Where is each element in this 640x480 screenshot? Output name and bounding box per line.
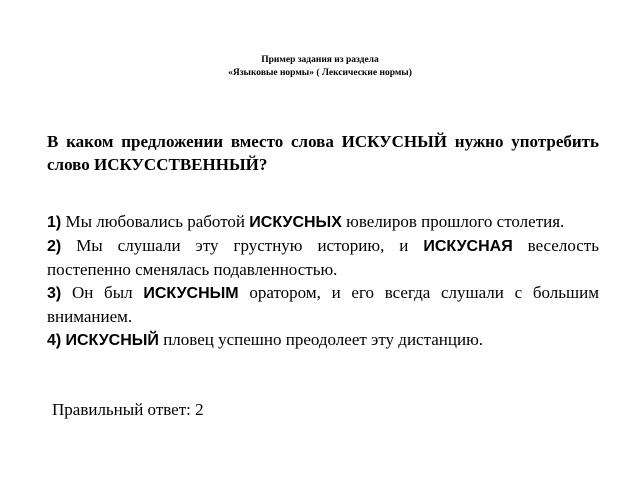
option-text-after: ювелиров прошлого столетия. [341, 212, 565, 231]
option-text-after: веселость постепенно сменялась подавленностью. [47, 236, 599, 279]
question-text: В каком предложении вместо слова ИСКУСНЫЙ нужно употребить слово ИСКУССТВЕННЫЙ? [47, 132, 599, 174]
option-keyword: ИСКУСНЫЙ [65, 332, 159, 349]
option-text-before: Мы слушали эту грустную историю, и [61, 236, 424, 255]
option-text-before: Мы любовались работой [61, 212, 250, 231]
option-text-before: Он был [61, 283, 144, 302]
option-4 [47, 328, 599, 352]
option-1 [47, 210, 599, 234]
option-keyword: ИСКУСНЫХ [249, 214, 342, 231]
answer-options [47, 210, 599, 352]
option-keyword: ИСКУСНЫМ [143, 285, 239, 302]
task-section-header [0, 54, 640, 80]
option-3 [47, 281, 599, 328]
option-2 [47, 234, 599, 281]
option-text-after: оратором, и его всегда слушали с большим вниманием. [47, 283, 599, 326]
option-keyword: ИСКУСНАЯ [423, 238, 513, 255]
option-number: 3) [47, 285, 62, 302]
correct-answer: Правильный ответ: 2 [52, 400, 204, 419]
option-number: 2) [47, 238, 62, 255]
header-line-1: Пример задания из раздела [261, 55, 379, 65]
option-number: 4) [47, 332, 62, 349]
option-number: 1) [47, 214, 62, 231]
option-text-after: пловец успешно преодолеет эту дистанцию. [158, 330, 484, 349]
header-line-2: «Языковые нормы» ( Лексические нормы) [228, 68, 412, 78]
